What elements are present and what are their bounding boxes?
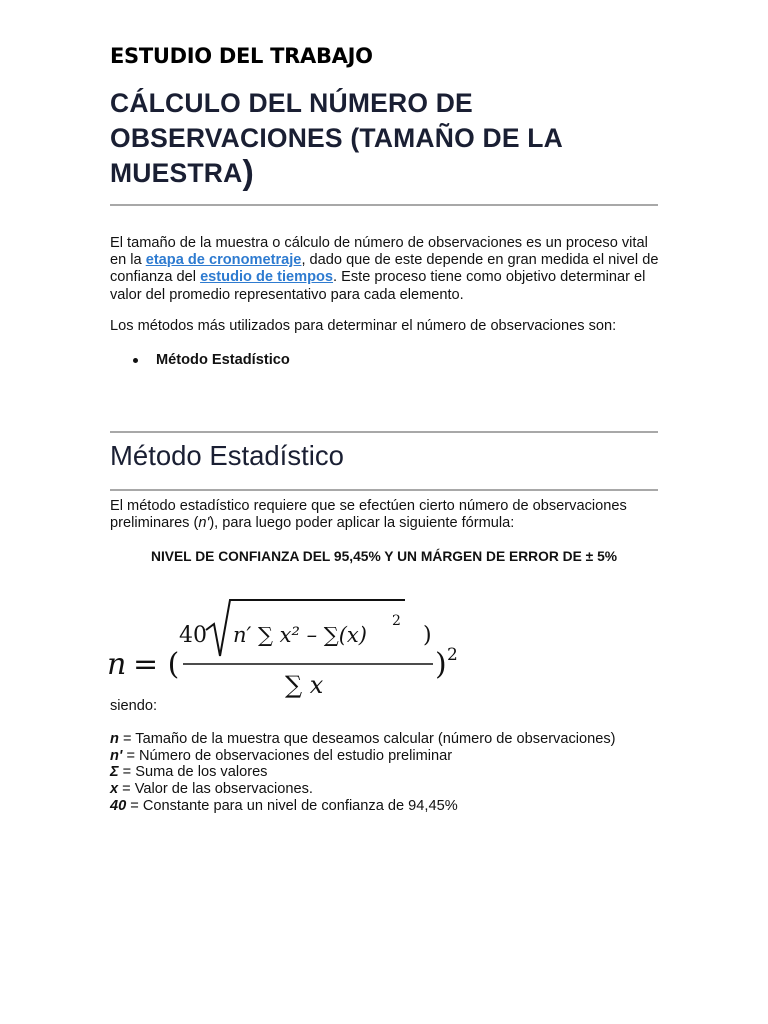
methods-intro: Los métodos más utilizados para determinar el número de observaciones son: — [110, 318, 617, 334]
definition-text: = Tamaño de la muestra que deseamos calcular (número de observaciones) — [118, 730, 616, 747]
section-paragraph — [110, 498, 660, 532]
definition-symbol: n — [110, 730, 119, 747]
title-line-1: CÁLCULO DEL NÚMERO DE — [110, 88, 473, 118]
etapa-cronometraje-link[interactable]: etapa de cronometraje — [145, 252, 302, 269]
title-line-3 — [110, 156, 670, 191]
method-label: Método Estadístico — [156, 352, 290, 368]
definition-text: = Constante para un nivel de confianza de 94,45% — [126, 797, 458, 814]
formula-denominator: ∑ x — [285, 671, 324, 699]
section-heading: Método Estadístico — [110, 440, 344, 471]
definition-text: = Valor de las observaciones. — [118, 781, 313, 798]
intro-text-2: , dado que de este depende en gran medida el nivel de confianza del — [110, 252, 659, 286]
formula-inner-close: ) — [423, 623, 432, 648]
definition-text: = Suma de los valores — [118, 764, 268, 781]
title-line-3-text: MUESTRA — [110, 158, 243, 188]
definition-x — [110, 781, 670, 798]
sample-size-formula — [105, 590, 475, 700]
page-title — [110, 86, 670, 191]
section-text-2: ), para luego poder aplicar la siguiente fórmula: — [209, 515, 515, 532]
formula-outer-close: ) — [435, 647, 447, 682]
document-header: ESTUDIO DEL TRABAJO — [110, 44, 373, 68]
divider-3 — [110, 489, 658, 491]
confidence-heading: NIVEL DE CONFIANZA DEL 95,45% Y UN MÁRGEN DE ERROR DE ± 5% — [150, 549, 618, 564]
formula-outer-exponent: 2 — [447, 645, 458, 665]
formula-inner-exponent: 2 — [392, 613, 401, 629]
definition-n — [110, 731, 670, 748]
definition-n-prime — [110, 748, 670, 765]
methods-list — [133, 352, 290, 368]
intro-paragraph — [110, 235, 660, 304]
list-item — [133, 352, 290, 368]
formula-lhs: n — [107, 647, 127, 682]
section-text-italic: n' — [198, 515, 210, 532]
definition-symbol: Σ — [110, 764, 119, 781]
definition-constant — [110, 798, 670, 815]
divider-2 — [110, 431, 658, 433]
section-text-1: El método estadístico requiere que se efectúen cierto número de observaciones preliminares ( — [110, 498, 627, 532]
estudio-tiempos-link[interactable]: estudio de tiempos — [200, 269, 334, 286]
formula-constant: 40 — [179, 623, 207, 648]
intro-text-1: El tamaño de la muestra o cálculo de número de observaciones es un proceso vital en la — [110, 235, 648, 269]
definitions — [110, 698, 670, 815]
formula-radicand: n′ ∑ x² – ∑(x) — [233, 623, 367, 647]
definition-symbol: 40 — [110, 797, 127, 814]
siendo-label: siendo: — [110, 698, 158, 714]
definition-sigma — [110, 764, 670, 781]
definition-text: = Número de observaciones del estudio preliminar — [122, 747, 453, 764]
formula-equals: = ( — [133, 647, 180, 682]
definition-symbol: x — [110, 781, 119, 798]
definition-symbol: n' — [110, 747, 123, 764]
divider-1 — [110, 204, 658, 206]
title-close-paren: ) — [242, 154, 254, 192]
intro-text-3: . Este proceso tiene como objetivo determinar el valor del promedio representativo para cada elemento. — [110, 269, 646, 303]
title-line-2: OBSERVACIONES (TAMAÑO DE LA — [110, 123, 563, 153]
bullet-icon — [133, 358, 138, 363]
